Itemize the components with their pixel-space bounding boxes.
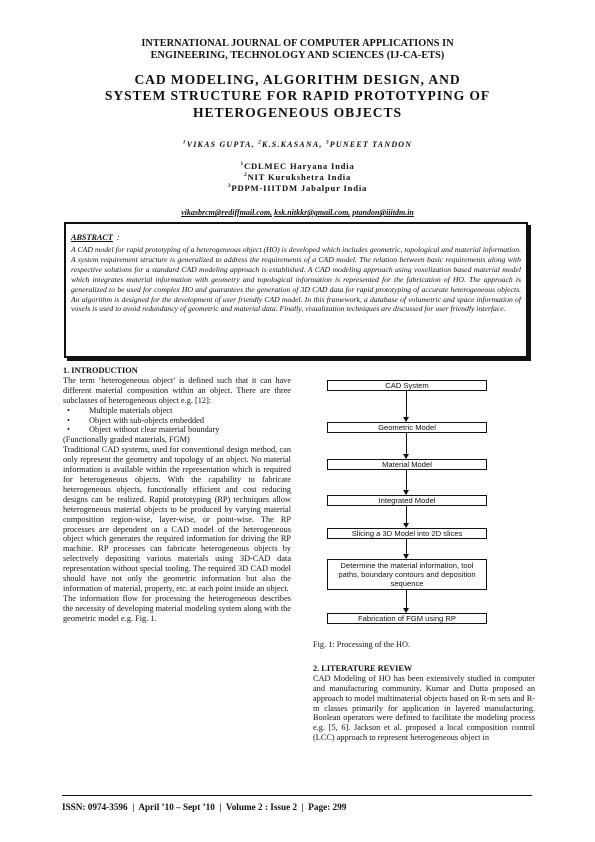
affiliation-sup: 1 [240,161,244,168]
section-heading-literature: 2. LITERATURE REVIEW [313,663,413,673]
affiliation [40,183,555,194]
affiliation-name: CDLMEC Haryana India [244,161,355,171]
paper-title-line1: CAD MODELING, ALGORITHM DESIGN, AND [134,72,461,87]
journal-name [40,38,555,62]
intro-paragraph-1: The term ‘heterogeneous object’ is defined such that it can have different material composition within an object. There are three subclasses of heterogeneous object e.g. [12]: [63,375,291,405]
affiliation-name: NIT Kurukshetra India [247,172,352,182]
affiliation-list [40,161,555,194]
page-footer [62,802,532,812]
email-list [40,208,555,217]
flow-arrow [406,589,407,612]
flow-arrow [406,469,407,494]
email-link[interactable]: ptandon@iiitdm.in [352,208,414,217]
list-item: • Object with sub-objects embedded [79,416,291,426]
author-list [40,140,555,149]
intro-list-tail: (Functionally graded materials, FGM) [63,435,190,445]
intro-paragraph-2: Traditional CAD systems, used for conventional design method, can only represent the geometry and topology of an object. No material information is available within the representation which is required for heterogeneous objects. With the capability to fabricate heterogeneous objects, functionally efficient and cost reducing designs can be realized. Rapid prototyping (RP) techniques allow heterogeneous material objects to be produced by varying material composition region-wise, layer-wise, or point-wise. The RP processes are dependent on a CAD model of the heterogeneous object which generates the required information for driving the RP machine. RP processes can fabricate heterogeneous objects by selectively depositing various materials using 3D-CAD data representation without special tooling. The required 3D CAD model should have not only the geometric information but also the information of material, property, etc. at each point inside an object. [63,445,291,593]
paper-title-line3: HETEROGENEOUS OBJECTS [193,104,402,120]
footer-page: Page: 299 [308,802,347,812]
abstract-heading: ABSTRACT [71,233,113,242]
left-column [63,366,291,624]
author-sup: 3 [325,139,330,146]
flow-arrow [406,505,407,527]
affiliation [40,172,555,183]
flow-box-material-information: Determine the material information, tool paths, boundary contours and deposition sequence [327,559,487,590]
list-item: • Object without clear material boundary [79,425,291,435]
journal-name-line1: INTERNATIONAL JOURNAL OF COMPUTER APPLICATIONS IN [141,38,454,49]
footer-separator: | [127,802,139,812]
heterogeneous-subclass-list [63,406,291,436]
flow-box-cad-system: CAD System [327,380,487,391]
affiliation-name: PDPM-IIITDM Jabalpur India [231,183,368,193]
flow-arrow [406,390,407,421]
flow-arrow [406,432,407,458]
right-column [313,366,535,743]
footer-issn: ISSN: 0974-3596 [62,802,128,812]
flow-box-integrated-model: Integrated Model [327,495,487,506]
flow-box-fabrication: Fabrication of FGM using RP [327,613,487,624]
abstract-colon: : [116,233,120,242]
abstract-text: A CAD model for rapid prototyping of a heterogeneous object (HO) is developed which includes geometric, topological and material information. A system requirement structure is generalized to address the requirements of a CAD model. The relation between basic requirements along with respective solutions for a standard CAD modeling approach is established. A CAD modeling approach using voxelization based material model which integrates material information with geometry and topological information is represented for the fabrication of HO. The approach is generalized to be used for complex HO and guarantees the generation of 3D CAD data for rapid prototyping of accurate heterogeneous objects. An algorithm is designed for the development of user friendly CAD model. In this framework, a database of volumetric and space information of voxels is used to avoid redundancy of geometric and material data. Finally, visualization techniques are discussed for user friendly interface. [71,245,521,314]
journal-name-line2: ENGINEERING, TECHNOLOGY AND SCIENCES (IJ-CA-ETS) [150,50,445,61]
author-name: PUNEET TANDON [329,140,413,149]
list-item: • Multiple materials object [79,406,291,416]
flow-arrow [406,538,407,558]
affiliation-sup: 2 [243,172,248,179]
footer-separator: | [297,802,309,812]
section-heading-introduction: 1. INTRODUCTION [63,366,138,375]
flow-box-geometric-model: Geometric Model [327,422,487,433]
paper-title [40,72,555,121]
paper-title-line2: SYSTEM STRUCTURE FOR RAPID PROTOTYPING OF [104,88,491,104]
author-sup: 1 [182,139,187,146]
footer-separator: | [214,802,226,812]
footer-issue-date: April ’10 – Sept ’10 [138,802,215,812]
footer-rule [62,795,532,796]
affiliation-sup: 3 [227,183,232,190]
flow-box-material-model: Material Model [327,459,487,470]
flow-box-slicing: Slicing a 3D Model into 2D slices [327,528,487,539]
intro-paragraph-3: The information flow for processing the heterogeneous describes the necessity of developing material modeling system along with the geometric model e.g. Fig. 1. [63,593,291,623]
figure-flowchart [313,376,535,634]
author-name: VIKAS GUPTA, [186,140,259,149]
literature-paragraph-1: CAD Modeling of HO has been extensively studied in computer and manufacturing community. Kumar and Dutta proposed an approach to model multimaterial objects based on R-m sets and R-m classes primarily for application in layered manufacturing. Boolean operators were defined to facilitate the modeling process e.g. [5, 6]. Jackson et al. proposed a local composition control (LCC) approach to represent heterogeneous object in [313,673,535,743]
footer-volume: Volume 2 : Issue 2 [225,802,298,812]
affiliation [40,161,555,172]
author-name: K.S.KASANA, [262,140,326,149]
email-link[interactable]: ksk.nitkkr@gmail.com, [274,208,351,217]
figure-caption: Fig. 1: Processing of the HO. [313,640,411,649]
email-link[interactable]: vikasbrcm@rediffmail.com, [181,208,273,217]
author-sup: 2 [258,139,263,146]
abstract-box [64,222,528,358]
